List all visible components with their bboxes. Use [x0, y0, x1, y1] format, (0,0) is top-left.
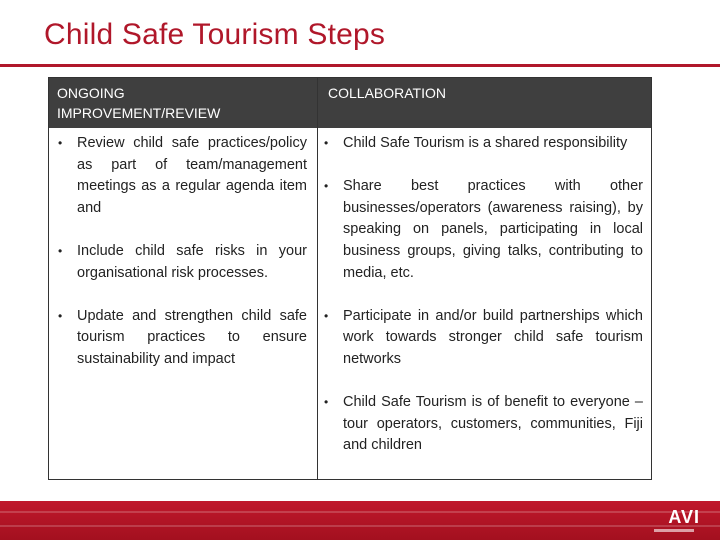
list-item-text: Share best practices with other businesses/operators (awareness raising), by speaking on panels, participating in local business groups, giving talks, contributing to media, etc.: [343, 178, 643, 281]
list-item: [55, 241, 307, 284]
list-item-text: Child Safe Tourism is a shared responsibility: [343, 135, 628, 151]
footer-stripe: [0, 525, 720, 527]
bullet-icon: •: [324, 395, 329, 410]
list-item-text: Participate in and/or build partnerships which work towards stronger child safe tourism networks: [343, 307, 643, 367]
bullet-icon: •: [324, 308, 329, 323]
slide-title: Child Safe Tourism Steps: [44, 18, 386, 51]
footer-stripe: [0, 511, 720, 513]
ongoing-improvement-list: [55, 133, 307, 392]
collaboration-list: [321, 133, 643, 479]
bullet-icon: •: [324, 179, 329, 194]
steps-table: [48, 77, 652, 480]
list-item-text: Review child safe practices/policy as part of team/management meetings as a regular agenda item and: [77, 135, 307, 216]
footer-bar: [0, 501, 720, 540]
list-item: [321, 176, 643, 284]
column-divider: [317, 78, 318, 479]
list-item: [55, 306, 307, 371]
list-item: [321, 306, 643, 371]
bullet-icon: •: [58, 243, 63, 258]
list-item: [321, 392, 643, 457]
column-header-ongoing-improvement: [49, 78, 317, 128]
list-item: [55, 133, 307, 219]
avi-logo: AVI: [668, 507, 700, 527]
column-header-collaboration: [318, 78, 651, 128]
list-item: [321, 133, 643, 155]
list-item-text: Child Safe Tourism is of benefit to everyone – tour operators, customers, communities, Fiji and children: [343, 394, 643, 454]
header-line-1: ONGOING: [57, 85, 125, 101]
title-divider: [0, 64, 720, 67]
bullet-icon: •: [324, 136, 329, 150]
header-label: COLLABORATION: [328, 85, 446, 101]
bullet-icon: •: [58, 308, 63, 323]
list-item-text: Include child safe risks in your organisational risk processes.: [77, 242, 307, 281]
logo-subtext-mark: [654, 529, 694, 532]
bullet-icon: •: [58, 136, 63, 150]
list-item-text: Update and strengthen child safe tourism practices to ensure sustainability and impact: [77, 307, 307, 367]
header-line-2: IMPROVEMENT/REVIEW: [57, 105, 221, 121]
